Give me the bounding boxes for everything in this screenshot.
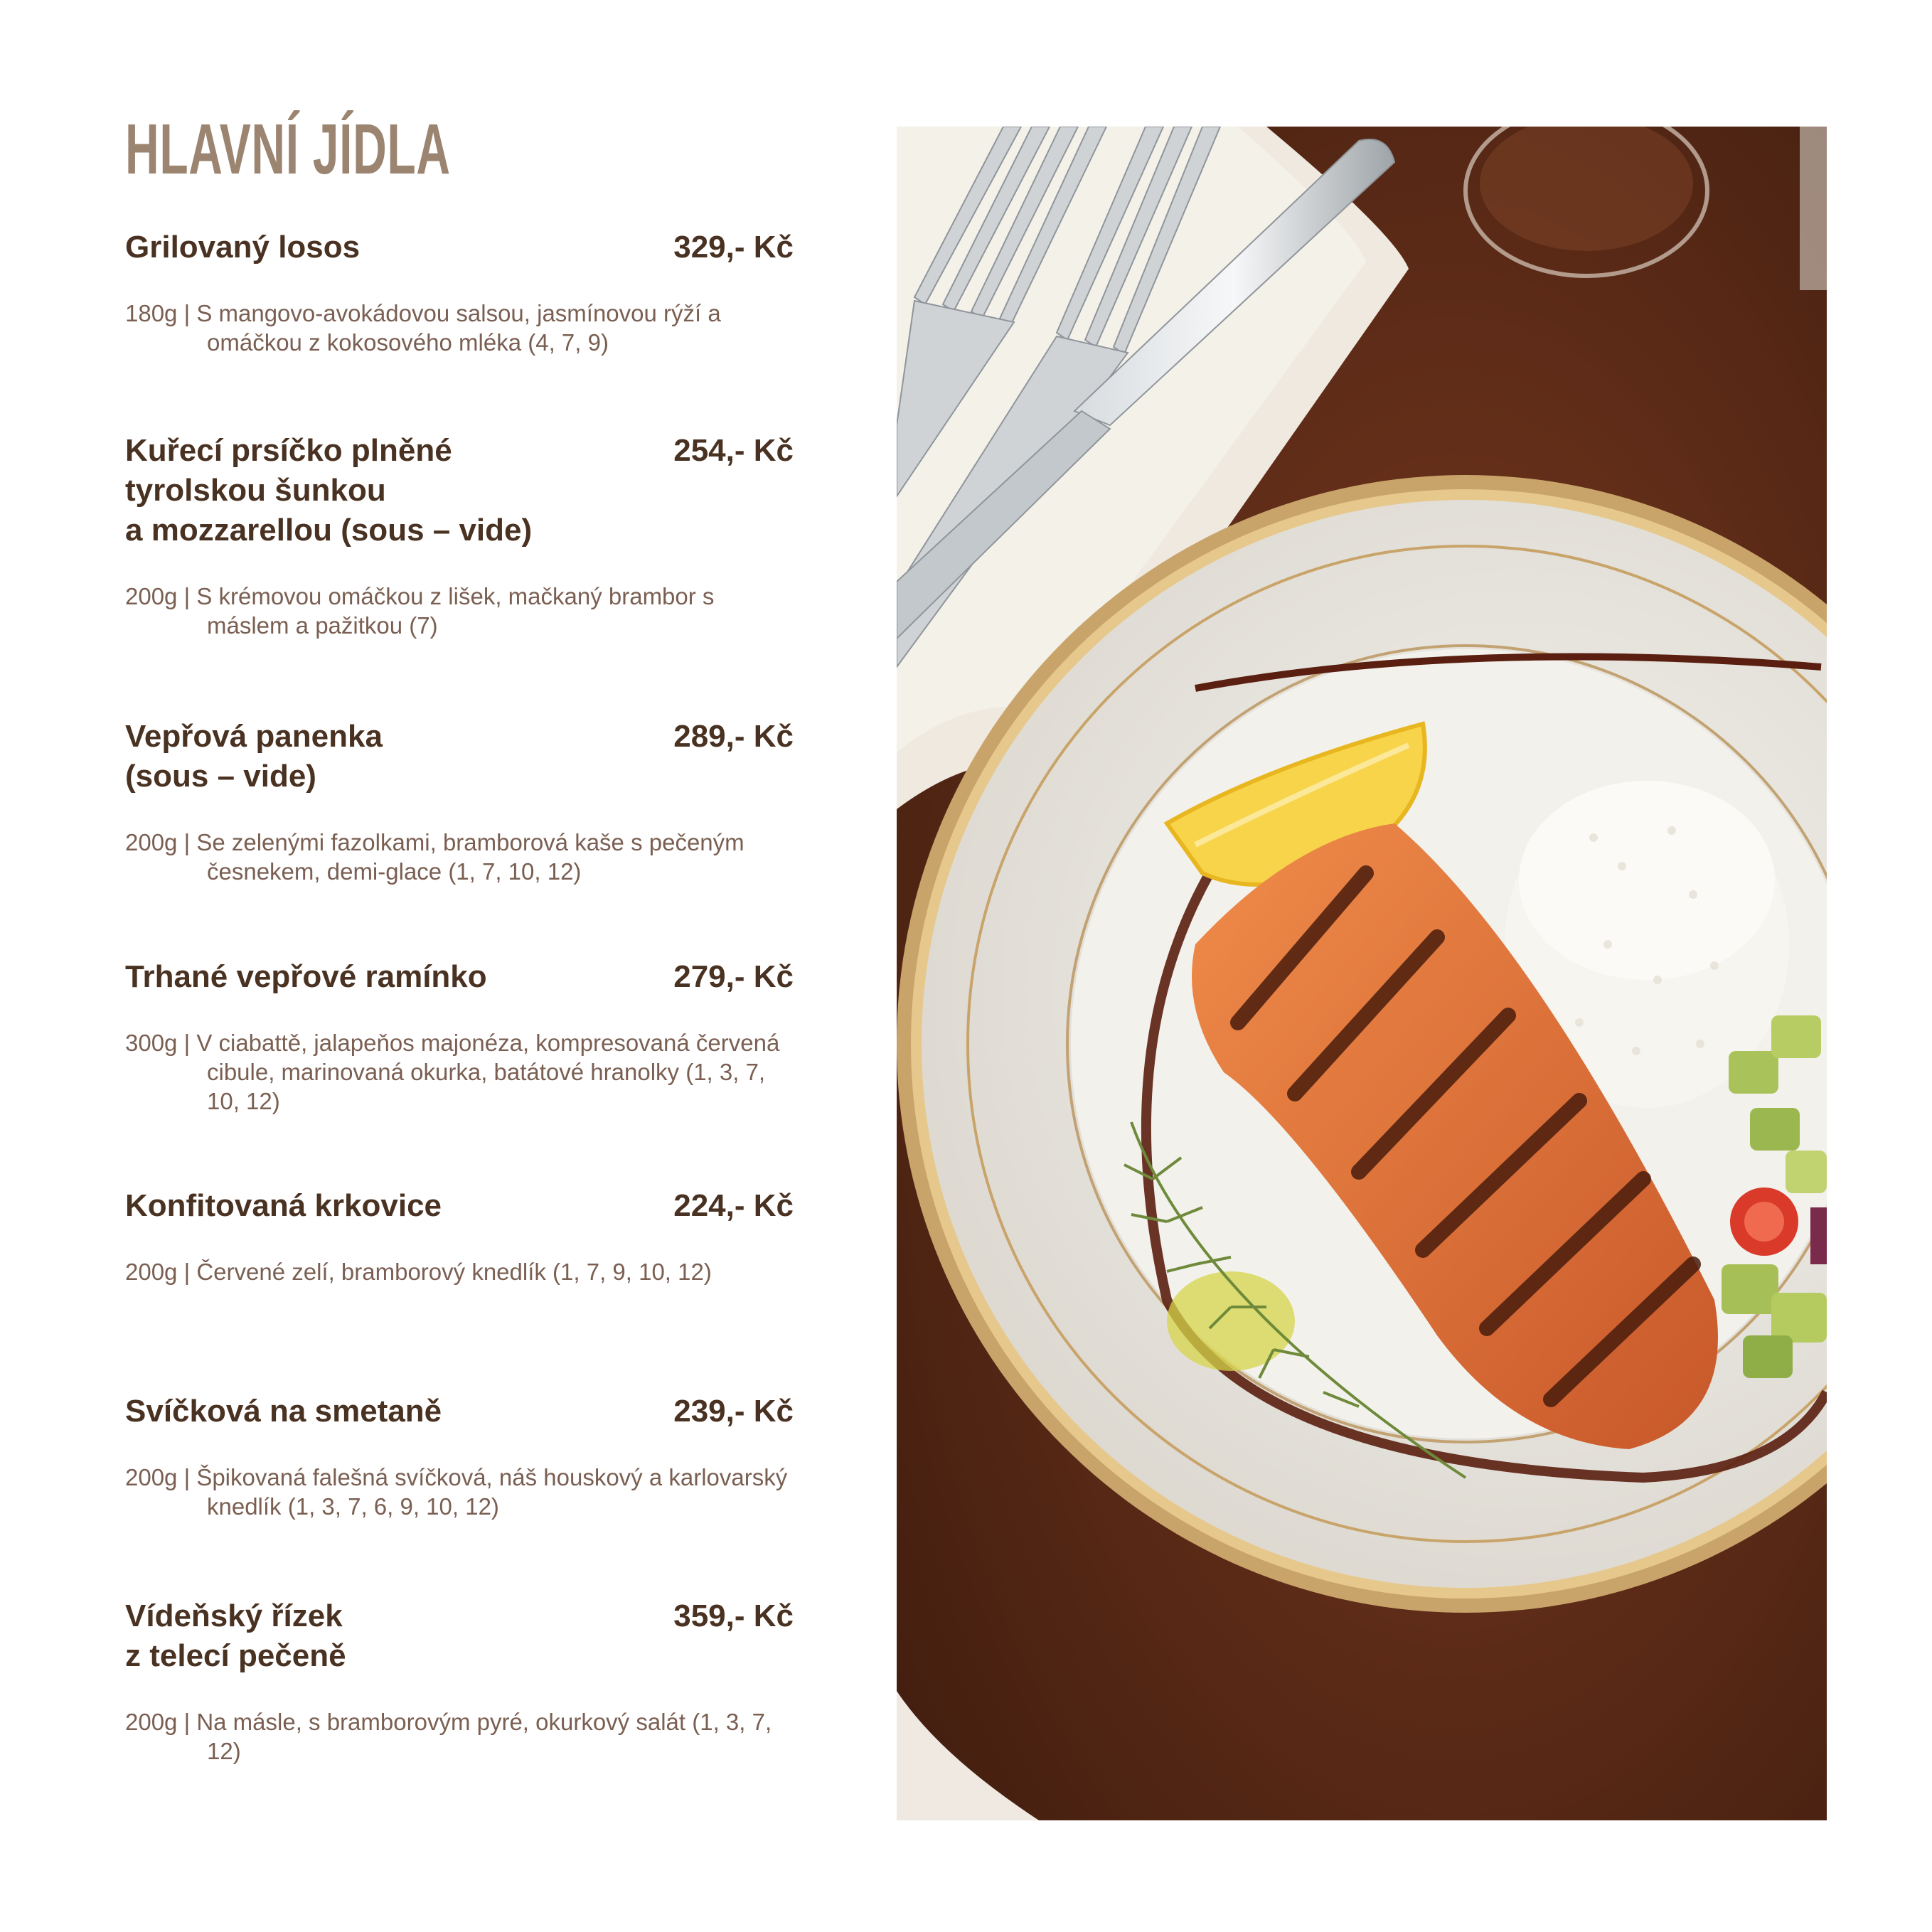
dish-price: 289,- Kč xyxy=(673,719,794,754)
dish-item xyxy=(125,431,794,640)
dish-price: 254,- Kč xyxy=(673,433,794,468)
dish-header xyxy=(125,957,794,997)
dish-name: Vepřová panenka (sous – vide) xyxy=(125,719,383,794)
dish-item xyxy=(125,1392,794,1521)
dish-description: 180g | S mangovo-avokádovou salsou, jasmínovou rýží a omáčkou z kokosového mléka (4, 7, 9) xyxy=(125,300,721,356)
dish-name: Vídeňský řízek z telecí pečeně xyxy=(125,1599,346,1673)
dish-header xyxy=(125,717,794,796)
page-title: HLAVNÍ JÍDLA xyxy=(125,110,451,189)
dish-name: Svíčková na smetaně xyxy=(125,1394,442,1429)
dish-description: 200g | Na másle, s bramborovým pyré, okurkový salát (1, 3, 7, 12) xyxy=(125,1709,772,1764)
dish-item xyxy=(125,1186,794,1286)
dish-price: 279,- Kč xyxy=(673,959,794,994)
dish-item xyxy=(125,228,794,357)
food-photo xyxy=(897,127,1827,1820)
dish-header xyxy=(125,1596,794,1676)
dish-description: 200g | Se zelenými fazolkami, bramborová kaše s pečeným česnekem, demi-glace (1, 7, 10, 12) xyxy=(125,829,744,885)
dish-price: 224,- Kč xyxy=(673,1188,794,1223)
dish-description: 200g | Špikovaná falešná svíčková, náš houskový a karlovarský knedlík (1, 3, 7, 6, 9, 10, 12) xyxy=(125,1464,788,1520)
dish-item xyxy=(125,1596,794,1766)
dish-price: 239,- Kč xyxy=(673,1394,794,1429)
dish-item xyxy=(125,957,794,1116)
dish-price: 359,- Kč xyxy=(673,1599,794,1633)
dish-name: Grilovaný losos xyxy=(125,230,361,265)
dish-description: 300g | V ciabattě, jalapeňos majonéza, kompresovaná červená cibule, marinovaná okurka, batátové hranolky (1, 3, 7, 10, 12) xyxy=(125,1030,780,1114)
dish-item xyxy=(125,717,794,886)
menu-column xyxy=(125,110,794,1764)
dish-header xyxy=(125,1186,794,1226)
dish-header xyxy=(125,228,794,267)
dish-header xyxy=(125,1392,794,1431)
grilled-salmon-plate-image xyxy=(897,127,1827,1820)
dish-name: Konfitovaná krkovice xyxy=(125,1188,442,1223)
dish-price: 329,- Kč xyxy=(673,230,794,265)
dish-header xyxy=(125,431,794,550)
dish-description: 200g | Červené zelí, bramborový knedlík (1, 7, 9, 10, 12) xyxy=(125,1259,712,1285)
dish-name: Trhané vepřové ramínko xyxy=(125,959,487,994)
dish-description: 200g | S krémovou omáčkou z lišek, mačkaný brambor s máslem a pažitkou (7) xyxy=(125,583,715,639)
dish-name: Kuřecí prsíčko plněné tyrolskou šunkou a mozzarellou (sous – vide) xyxy=(125,433,533,548)
